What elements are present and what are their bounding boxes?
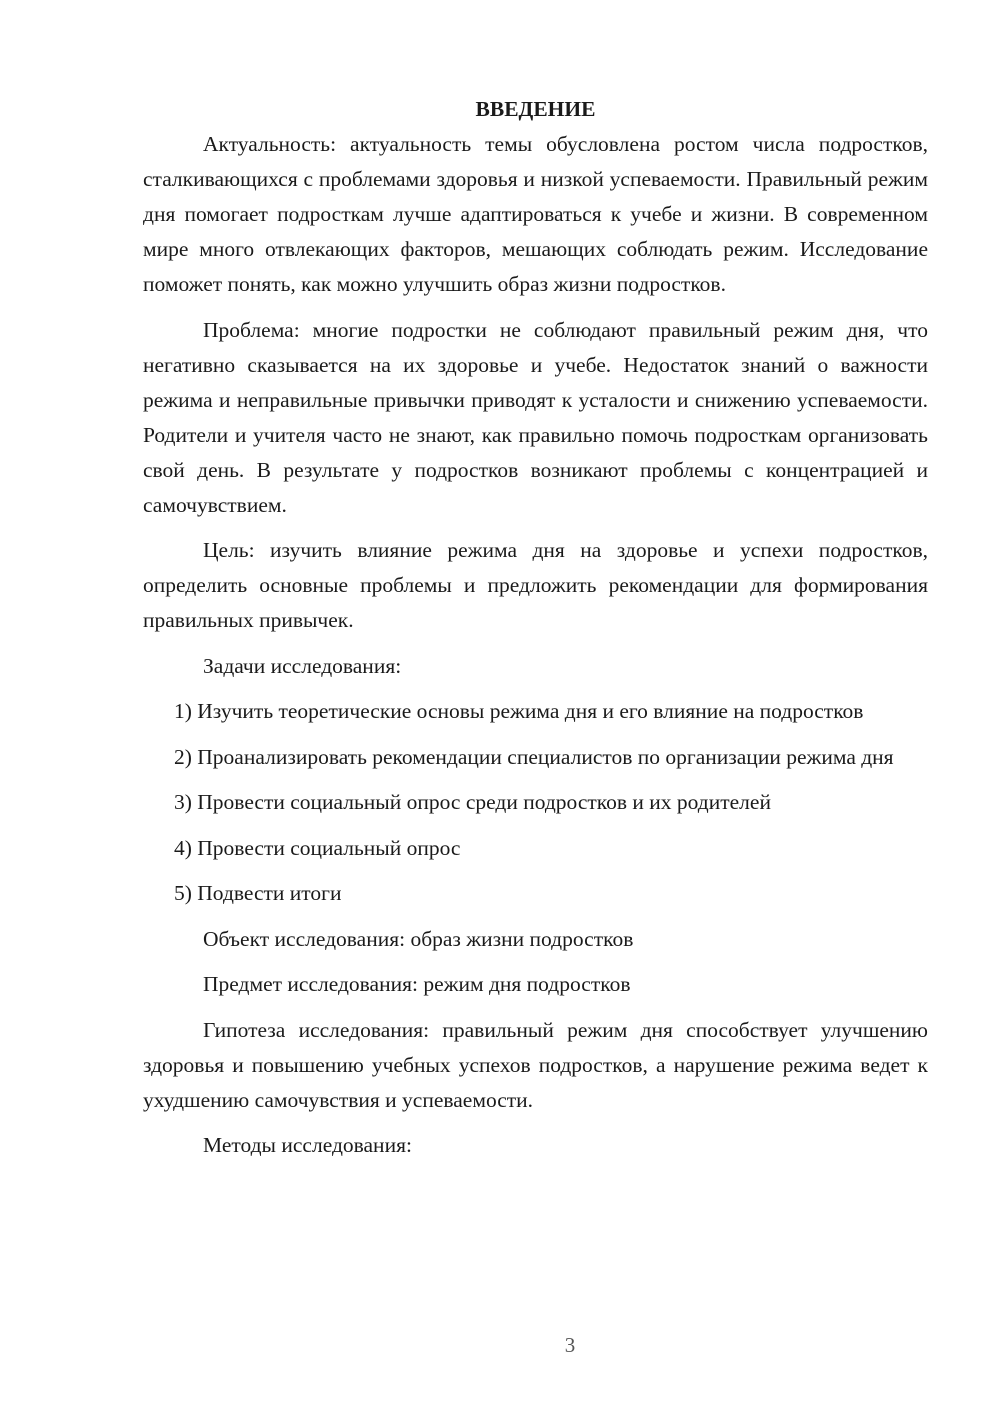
tasks-heading: Задачи исследования: <box>203 653 402 678</box>
section-heading: ВВЕДЕНИЕ <box>475 97 596 121</box>
research-subject: Предмет исследования: режим дня подростков <box>203 972 631 996</box>
paragraph-goal: Цель: изучить влияние режима дня на здоровье и успехи подростков, определить основные проблемы и предложить рекомендации для формирования правильных привычек. <box>143 538 928 632</box>
task-item: 1) Изучить теоретические основы режима дня и его влияние на подростков <box>174 699 864 723</box>
research-object: Объект исследования: образ жизни подростков <box>203 926 634 951</box>
task-item: 5) Подвести итоги <box>174 881 342 905</box>
research-hypothesis: Гипотеза исследования: правильный режим дня способствует улучшению здоровья и повышению учебных успехов подростков, а нарушение режима ведет к ухудшению самочувствия и успеваемости. <box>143 1017 928 1112</box>
page-content <box>143 92 928 1163</box>
research-methods: Методы исследования: <box>203 1133 412 1157</box>
page-number: 3 <box>564 1333 576 1357</box>
task-item: 4) Провести социальный опрос <box>174 835 461 860</box>
paragraph-problem: Проблема: многие подростки не соблюдают правильный режим дня, что негативно сказывается на их здоровье и учебе. Недостаток знаний о важности режима и неправильные привычки приводят к усталости и снижению успеваемости. Родители и учителя часто не знают, как правильно помочь подросткам организовать свой день. В результате у подростков возникают проблемы с концентрацией и самочувствием. <box>143 317 928 517</box>
task-item: 3) Провести социальный опрос среди подростков и их родителей <box>174 790 771 814</box>
paragraph-relevance: Актуальность: актуальность темы обусловлена ростом числа подростков, сталкивающихся с проблемами здоровья и низкой успеваемости. Правильный режим дня помогает подросткам лучше адаптироваться к учебе и жизни. В современном мире много отвлекающих факторов, мешающих соблюдать режим. Исследование поможет понять, как можно улучшить образ жизни подростков. <box>143 132 928 296</box>
task-item: 2) Проанализировать рекомендации специалистов по организации режима дня <box>174 744 894 769</box>
